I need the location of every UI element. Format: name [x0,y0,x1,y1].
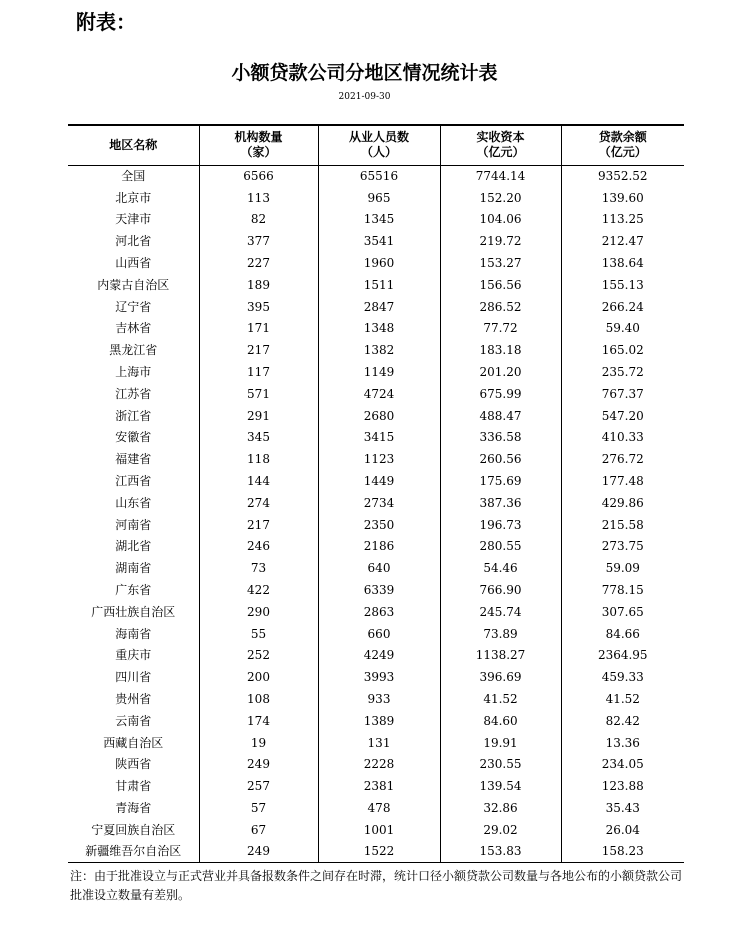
cell-region: 福建省 [115,452,152,467]
table-row [68,274,684,296]
cell-loan-balance: 307.65 [561,601,684,623]
cell-employees: 6339 [318,579,440,601]
cell-paid-in-capital: 54.46 [440,557,561,579]
cell-loan-balance: 212.47 [561,230,684,252]
cell-loan-balance: 778.15 [561,579,684,601]
cell-employees: 131 [318,732,440,754]
cell-institutions: 395 [199,296,318,318]
cell-paid-in-capital: 183.18 [440,339,561,361]
cell-loan-balance: 59.40 [561,318,684,340]
table-row [68,252,684,274]
cell-institutions: 274 [199,492,318,514]
cell-region: 内蒙古自治区 [97,277,170,292]
cell-paid-in-capital: 245.74 [440,601,561,623]
cell-region: 四川省 [115,670,152,685]
cell-loan-balance: 767.37 [561,383,684,405]
cell-employees: 2734 [318,492,440,514]
table-row [68,819,684,841]
cell-paid-in-capital: 675.99 [440,383,561,405]
cell-paid-in-capital: 153.27 [440,252,561,274]
cell-paid-in-capital: 73.89 [440,623,561,645]
cell-loan-balance: 266.24 [561,296,684,318]
cell-paid-in-capital: 84.60 [440,710,561,732]
cell-loan-balance: 84.66 [561,623,684,645]
cell-region: 贵州省 [115,692,152,707]
table-header-row [68,125,684,165]
cell-loan-balance: 9352.52 [561,165,684,187]
cell-loan-balance: 26.04 [561,819,684,841]
table-row [68,623,684,645]
table-row [68,427,684,449]
header-capital-label: 实收资本 [476,130,525,145]
cell-paid-in-capital: 260.56 [440,448,561,470]
cell-institutions: 55 [199,623,318,645]
cell-loan-balance: 276.72 [561,448,684,470]
cell-institutions: 117 [199,361,318,383]
attachment-label: 附表： [76,10,136,34]
cell-employees: 478 [318,797,440,819]
cell-paid-in-capital: 19.91 [440,732,561,754]
footnote: 注：由于批准设立与正式营业并具备报数条件之间存在时滞，统计口径小额贷款公司数量与各地公布的小额贷款公司批准设立数量有差别。 [70,869,683,902]
cell-employees: 1522 [318,841,440,863]
cell-employees: 2863 [318,601,440,623]
table-row [68,579,684,601]
table-row [68,754,684,776]
table-row [68,710,684,732]
cell-institutions: 257 [199,775,318,797]
cell-region: 河南省 [115,517,152,532]
cell-employees: 3415 [318,427,440,449]
cell-loan-balance: 13.36 [561,732,684,754]
cell-loan-balance: 59.09 [561,557,684,579]
header-institutions-unit: （家） [240,145,277,160]
cell-institutions: 571 [199,383,318,405]
header-employees [318,125,440,165]
cell-paid-in-capital: 152.20 [440,187,561,209]
cell-paid-in-capital: 219.72 [440,230,561,252]
cell-region: 江苏省 [115,386,152,401]
cell-region: 云南省 [115,713,152,728]
cell-institutions: 200 [199,666,318,688]
cell-institutions: 73 [199,557,318,579]
cell-employees: 640 [318,557,440,579]
cell-employees: 2381 [318,775,440,797]
cell-loan-balance: 215.58 [561,514,684,536]
cell-region: 青海省 [115,801,152,815]
cell-institutions: 249 [199,754,318,776]
cell-region: 山西省 [115,256,152,271]
cell-paid-in-capital: 336.58 [440,427,561,449]
cell-region: 重庆市 [115,648,152,663]
cell-loan-balance: 155.13 [561,274,684,296]
table-row [68,514,684,536]
cell-employees: 933 [318,688,440,710]
cell-employees: 965 [318,187,440,209]
header-loan-unit: （亿元） [598,145,647,160]
cell-institutions: 144 [199,470,318,492]
header-institutions [199,125,318,165]
cell-institutions: 377 [199,230,318,252]
cell-loan-balance: 410.33 [561,427,684,449]
cell-region: 山东省 [115,495,152,510]
cell-institutions: 217 [199,339,318,361]
cell-paid-in-capital: 153.83 [440,841,561,863]
header-employees-unit: （人） [360,145,397,160]
cell-employees: 1348 [318,318,440,340]
report-date: 2021-09-30 [338,92,391,102]
cell-institutions: 249 [199,841,318,863]
cell-paid-in-capital: 766.90 [440,579,561,601]
cell-paid-in-capital: 29.02 [440,819,561,841]
cell-institutions: 252 [199,645,318,667]
cell-region: 上海市 [115,365,152,380]
cell-institutions: 422 [199,579,318,601]
cell-employees: 2680 [318,405,440,427]
table-row [68,470,684,492]
table-row [68,601,684,623]
cell-loan-balance: 123.88 [561,775,684,797]
cell-employees: 1123 [318,448,440,470]
cell-paid-in-capital: 387.36 [440,492,561,514]
header-paid-in-capital [440,125,561,165]
cell-loan-balance: 158.23 [561,841,684,863]
header-region-label: 地区名称 [109,137,158,152]
cell-employees: 3541 [318,230,440,252]
cell-loan-balance: 547.20 [561,405,684,427]
cell-region: 黑龙江省 [109,343,158,358]
cell-region: 吉林省 [115,321,152,336]
cell-paid-in-capital: 280.55 [440,536,561,558]
table-row [68,775,684,797]
table-row [68,666,684,688]
cell-institutions: 113 [199,187,318,209]
header-region [68,125,199,165]
cell-paid-in-capital: 230.55 [440,754,561,776]
table-row [68,209,684,231]
cell-loan-balance: 82.42 [561,710,684,732]
cell-region: 湖北省 [115,539,152,554]
cell-region: 天津市 [115,212,152,227]
cell-institutions: 6566 [199,165,318,187]
cell-loan-balance: 35.43 [561,797,684,819]
cell-loan-balance: 177.48 [561,470,684,492]
cell-institutions: 291 [199,405,318,427]
cell-employees: 660 [318,623,440,645]
cell-region: 安徽省 [115,430,152,445]
cell-paid-in-capital: 1138.27 [440,645,561,667]
cell-employees: 2847 [318,296,440,318]
cell-employees: 2350 [318,514,440,536]
cell-employees: 2186 [318,536,440,558]
header-loan-balance [561,125,684,165]
cell-employees: 1382 [318,339,440,361]
cell-loan-balance: 138.64 [561,252,684,274]
cell-institutions: 82 [199,209,318,231]
cell-loan-balance: 113.25 [561,209,684,231]
cell-employees: 3993 [318,666,440,688]
cell-region: 甘肃省 [115,779,152,794]
cell-paid-in-capital: 32.86 [440,797,561,819]
cell-institutions: 290 [199,601,318,623]
cell-paid-in-capital: 104.06 [440,209,561,231]
cell-employees: 1389 [318,710,440,732]
cell-region: 海南省 [115,626,152,641]
table-row [68,405,684,427]
cell-region: 辽宁省 [115,299,152,314]
table-row [68,557,684,579]
cell-employees: 2228 [318,754,440,776]
cell-paid-in-capital: 396.69 [440,666,561,688]
cell-region: 广东省 [115,583,152,598]
cell-region: 江西省 [115,474,152,489]
table-row [68,339,684,361]
cell-loan-balance: 273.75 [561,536,684,558]
cell-paid-in-capital: 139.54 [440,775,561,797]
cell-region: 全国 [121,169,146,184]
cell-paid-in-capital: 175.69 [440,470,561,492]
statistics-table [68,124,684,863]
table-title: 小额贷款公司分地区情况统计表 [231,62,498,84]
cell-institutions: 19 [199,732,318,754]
table-row [68,187,684,209]
header-institutions-label: 机构数量 [234,130,283,145]
cell-institutions: 171 [199,318,318,340]
table-row [68,296,684,318]
cell-paid-in-capital: 286.52 [440,296,561,318]
cell-loan-balance: 234.05 [561,754,684,776]
cell-region: 河北省 [115,234,152,249]
cell-institutions: 246 [199,536,318,558]
cell-institutions: 174 [199,710,318,732]
cell-paid-in-capital: 196.73 [440,514,561,536]
cell-institutions: 118 [199,448,318,470]
cell-paid-in-capital: 488.47 [440,405,561,427]
table-row [68,797,684,819]
cell-employees: 65516 [318,165,440,187]
cell-loan-balance: 235.72 [561,361,684,383]
cell-employees: 1345 [318,209,440,231]
table-row [68,841,684,863]
header-capital-unit: （亿元） [476,145,525,160]
table-row [68,383,684,405]
cell-paid-in-capital: 201.20 [440,361,561,383]
cell-paid-in-capital: 77.72 [440,318,561,340]
table-row [68,536,684,558]
cell-loan-balance: 2364.95 [561,645,684,667]
table-row [68,732,684,754]
cell-employees: 1149 [318,361,440,383]
table-row [68,318,684,340]
cell-institutions: 345 [199,427,318,449]
table-row [68,688,684,710]
cell-institutions: 67 [199,819,318,841]
cell-employees: 1001 [318,819,440,841]
cell-employees: 4249 [318,645,440,667]
cell-region: 陕西省 [115,757,152,772]
table-row [68,448,684,470]
cell-institutions: 108 [199,688,318,710]
cell-paid-in-capital: 156.56 [440,274,561,296]
cell-region: 湖南省 [115,561,152,576]
cell-paid-in-capital: 41.52 [440,688,561,710]
cell-employees: 1960 [318,252,440,274]
cell-loan-balance: 165.02 [561,339,684,361]
cell-employees: 4724 [318,383,440,405]
cell-region: 新疆维吾尔自治区 [85,844,182,859]
table-row [68,645,684,667]
table-row [68,361,684,383]
cell-employees: 1511 [318,274,440,296]
cell-institutions: 57 [199,797,318,819]
header-loan-label: 贷款余额 [598,130,647,145]
cell-paid-in-capital: 7744.14 [440,165,561,187]
cell-loan-balance: 139.60 [561,187,684,209]
cell-region: 广西壮族自治区 [91,604,176,619]
cell-loan-balance: 41.52 [561,688,684,710]
table-row [68,230,684,252]
table-row [68,165,684,187]
cell-region: 浙江省 [115,408,152,423]
cell-loan-balance: 459.33 [561,666,684,688]
cell-institutions: 217 [199,514,318,536]
cell-institutions: 189 [199,274,318,296]
cell-employees: 1449 [318,470,440,492]
cell-loan-balance: 429.86 [561,492,684,514]
cell-institutions: 227 [199,252,318,274]
table-row [68,492,684,514]
cell-region: 西藏自治区 [103,735,164,750]
cell-region: 宁夏回族自治区 [91,822,176,837]
header-employees-label: 从业人员数 [348,130,409,145]
cell-region: 北京市 [115,190,152,205]
